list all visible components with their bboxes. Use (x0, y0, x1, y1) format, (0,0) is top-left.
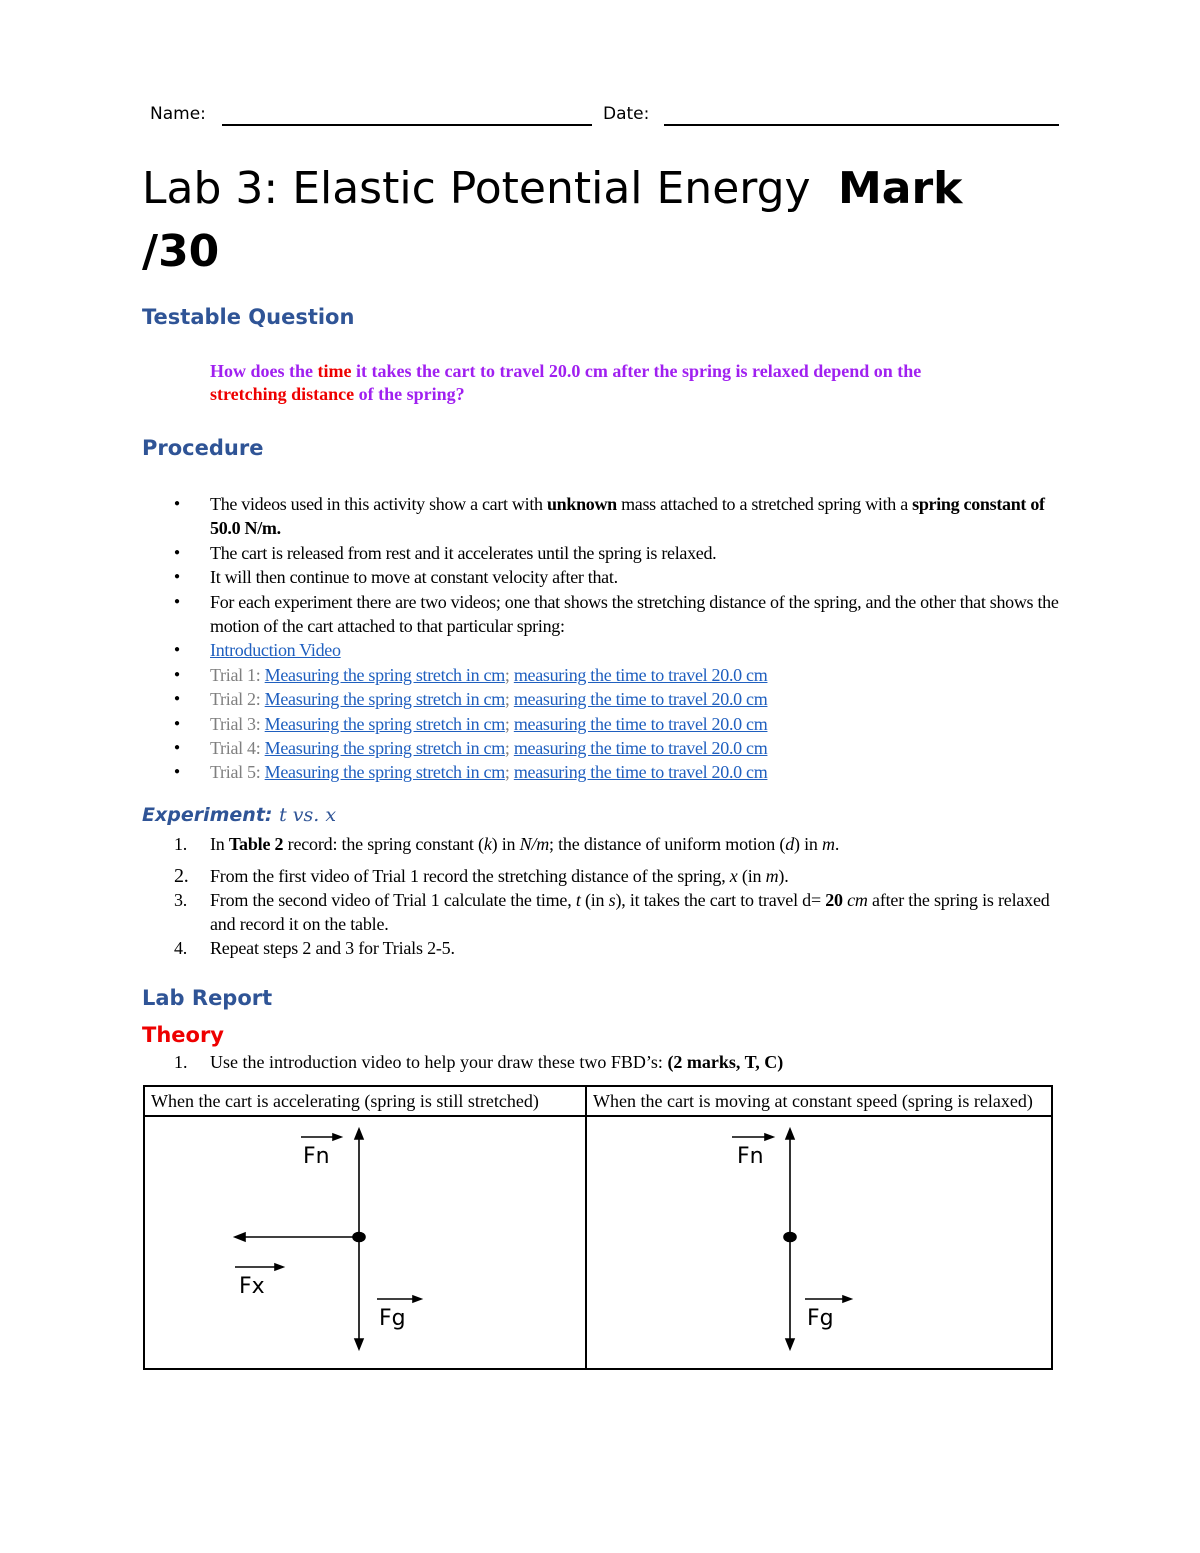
fn-vector-bar-head (333, 1134, 341, 1140)
fg-label: Fg (379, 1306, 406, 1331)
fn-label: Fn (303, 1144, 330, 1169)
mark-total: /30 (142, 226, 220, 277)
fbd-constant-speed-cell[interactable] (586, 1116, 1052, 1369)
trial-3-time-link[interactable]: measuring the time to travel 20.0 cm (513, 713, 768, 734)
trial-3-stretch-link[interactable]: Measuring the spring stretch in cm (264, 713, 505, 734)
fn-vector-bar-head (765, 1134, 773, 1140)
trial-2-time-link[interactable]: measuring the time to travel 20.0 cm (513, 689, 768, 710)
testable-question: How does the time it takes the cart to travel 20.0 cm after the spring is relaxed depend on the stretching distance of the spring? (210, 361, 922, 404)
trial-5-time-link[interactable]: measuring the time to travel 20.0 cm (513, 762, 768, 783)
fn-arrowhead (355, 1129, 363, 1139)
fx-vector-bar-head (275, 1264, 283, 1270)
experiment-heading: Experiment: t vs. x (142, 804, 337, 826)
fx-label: Fx (239, 1274, 265, 1299)
table-header-cell: When the cart is moving at constant speed (spring is relaxed) (586, 1086, 1052, 1116)
fbd-accelerating-cell[interactable] (144, 1116, 586, 1369)
cart-point (784, 1233, 796, 1242)
trial-4-stretch-link[interactable]: Measuring the spring stretch in cm (264, 738, 505, 759)
fg-arrowhead (355, 1339, 363, 1349)
name-field[interactable] (222, 124, 592, 126)
trial-1-stretch-link[interactable]: Measuring the spring stretch in cm (264, 664, 505, 685)
trial-4-item: ● Trial 4: Measuring the spring stretch in cm; measuring the time to travel 20.0 cm (210, 736, 1070, 760)
fbd-table (143, 1085, 1053, 1370)
date-field[interactable] (664, 124, 1059, 126)
cart-point (353, 1233, 365, 1242)
fbd-constant-speed-diagram (587, 1117, 1051, 1363)
list-item: ● The cart is released from rest and it accelerates until the spring is relaxed. (210, 541, 1070, 565)
trial-1-item: ● Trial 1: Measuring the spring stretch in cm; measuring the time to travel 20.0 cm (210, 663, 1070, 687)
procedure-heading: Procedure (142, 436, 264, 460)
fg-vector-bar-head (413, 1296, 421, 1302)
list-item: 2. From the first video of Trial 1 record the stretching distance of the spring, x (in m). (174, 865, 789, 887)
list-item: ● The videos used in this activity show a cart with unknown mass attached to a stretched spring with a spring constant of 50.0 N/m. (210, 492, 1070, 541)
list-item (210, 638, 1070, 662)
trial-5-item: ● Trial 5: Measuring the spring stretch in cm; measuring the time to travel 20.0 cm (210, 760, 1070, 784)
trial-3-item: ● Trial 3: Measuring the spring stretch in cm; measuring the time to travel 20.0 cm (210, 712, 1070, 736)
trial-4-time-link[interactable]: measuring the time to travel 20.0 cm (513, 738, 768, 759)
fg-vector-bar-head (843, 1296, 851, 1302)
fg-label: Fg (807, 1306, 834, 1331)
testable-question-heading: Testable Question (142, 305, 355, 329)
trial-5-stretch-link[interactable]: Measuring the spring stretch in cm (264, 762, 505, 783)
table-header-cell: When the cart is accelerating (spring is still stretched) (144, 1086, 586, 1116)
list-item: ● It will then continue to move at constant velocity after that. (210, 565, 1070, 589)
lab-report-heading: Lab Report (142, 986, 273, 1010)
page-title: Lab 3: Elastic Potential Energy (142, 163, 811, 214)
list-item: 1. In Table 2 record: the spring constant (k) in N/m; the distance of uniform motion (d) in m. (174, 834, 840, 854)
name-label: Name: (150, 104, 206, 124)
introduction-video-link[interactable]: Introduction Video (210, 640, 341, 661)
fn-label: Fn (737, 1144, 764, 1169)
theory-item: 1. Use the introduction video to help your draw these two FBD’s: (2 marks, T, C) (174, 1052, 784, 1072)
trial-1-time-link[interactable]: measuring the time to travel 20.0 cm (513, 664, 768, 685)
trial-2-item: ● Trial 2: Measuring the spring stretch in cm; measuring the time to travel 20.0 cm (210, 687, 1070, 711)
theory-heading: Theory (142, 1023, 224, 1047)
procedure-list (210, 492, 1070, 785)
fbd-accelerating-diagram (145, 1117, 585, 1363)
fg-arrowhead (786, 1339, 794, 1349)
mark-label: Mark (838, 163, 963, 214)
experiment-steps (174, 832, 1070, 960)
list-item: 4. Repeat steps 2 and 3 for Trials 2-5. (174, 938, 455, 958)
date-label: Date: (603, 104, 650, 124)
fx-arrowhead (235, 1233, 245, 1241)
fn-arrowhead (786, 1129, 794, 1139)
list-item: ● For each experiment there are two videos; one that shows the stretching distance of the spring, and the other that shows the motion of the cart attached to that particular spring: (210, 590, 1070, 639)
list-item: 3. From the second video of Trial 1 calculate the time, t (in s), it takes the cart to travel d= 20 cm after the spring is relaxed and record it on the table. (174, 890, 1050, 934)
trial-2-stretch-link[interactable]: Measuring the spring stretch in cm (264, 689, 505, 710)
